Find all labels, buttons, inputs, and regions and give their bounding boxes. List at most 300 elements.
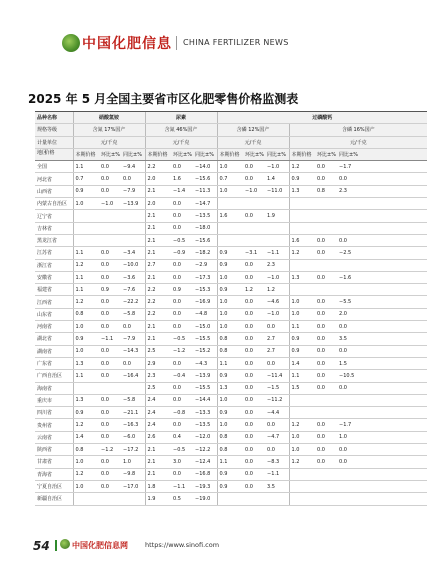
footer-url[interactable]: https://www.sinofi.com — [145, 541, 220, 549]
value-cell: 0.0 — [99, 480, 121, 492]
value-cell: 2.5 — [145, 382, 171, 394]
value-cell: 0.8 — [315, 185, 337, 197]
value-cell: 1.0 — [217, 308, 243, 320]
value-cell — [337, 493, 427, 505]
value-cell: 0.0 — [99, 394, 121, 406]
value-cell: 0.0 — [337, 456, 427, 468]
value-cell: 0.9 — [217, 370, 243, 382]
value-cell: 0.0 — [171, 222, 193, 234]
value-cell: 0.0 — [337, 173, 427, 185]
value-cell: 1.2 — [73, 419, 99, 431]
value-cell: −4.3 — [193, 357, 217, 369]
value-cell: 0.0 — [243, 456, 265, 468]
value-cell: 1.5 — [289, 382, 315, 394]
value-cell: 0.0 — [315, 247, 337, 259]
value-cell: −15.5 — [193, 333, 217, 345]
value-cell: 0.0 — [121, 321, 145, 333]
value-cell: 0.0 — [243, 259, 265, 271]
value-cell: −13.9 — [193, 370, 217, 382]
value-cell: 0.9 — [217, 284, 243, 296]
value-cell: −18.2 — [193, 247, 217, 259]
value-cell — [99, 222, 121, 234]
value-cell: −17.0 — [121, 480, 145, 492]
value-cell: 0.0 — [243, 382, 265, 394]
value-cell: 0.0 — [315, 271, 337, 283]
value-cell — [243, 198, 265, 210]
brand-logo-icon — [62, 34, 80, 52]
value-cell: 1.0 — [217, 419, 243, 431]
value-cell — [315, 259, 337, 271]
table-row — [35, 308, 427, 320]
value-cell — [337, 480, 427, 492]
value-cell — [289, 407, 315, 419]
header-label: 计量单位 — [35, 136, 73, 148]
value-cell: 1.1 — [73, 284, 99, 296]
col-header-current: 本期价格 — [289, 148, 315, 160]
table-row — [35, 173, 427, 185]
value-cell: 0.0 — [243, 173, 265, 185]
value-cell: −9.4 — [121, 161, 145, 173]
value-cell: 2.7 — [265, 345, 289, 357]
value-cell: −1.1 — [99, 333, 121, 345]
value-cell — [315, 493, 337, 505]
value-cell: 0.0 — [99, 247, 121, 259]
value-cell — [315, 284, 337, 296]
table-row — [35, 456, 427, 468]
header-row-product — [35, 112, 427, 124]
region-cell: 广西自治区 — [35, 370, 73, 382]
value-cell: 2.2 — [145, 308, 171, 320]
value-cell: 0.0 — [337, 234, 427, 246]
header-spec: 含磷 16%国产 — [289, 124, 427, 136]
value-cell: −5.8 — [121, 308, 145, 320]
col-header-current: 本期价格 — [145, 148, 171, 160]
value-cell: 0.0 — [243, 210, 265, 222]
region-cell: 辽宁省 — [35, 210, 73, 222]
value-cell — [337, 284, 427, 296]
value-cell: 2.3 — [265, 259, 289, 271]
value-cell: 2.4 — [145, 419, 171, 431]
table-row — [35, 431, 427, 443]
value-cell: −13.5 — [193, 419, 217, 431]
table-row — [35, 247, 427, 259]
brand-name: 中国化肥信息 — [82, 36, 172, 52]
region-cell: 黑龙江省 — [35, 234, 73, 246]
value-cell: −15.0 — [193, 321, 217, 333]
table-row — [35, 259, 427, 271]
value-cell: 1.2 — [73, 296, 99, 308]
value-cell: 1.4 — [265, 173, 289, 185]
value-cell: −22.2 — [121, 296, 145, 308]
col-header-current: 本期价格 — [217, 148, 243, 160]
region-cell: 浙江省 — [35, 259, 73, 271]
value-cell: −19.3 — [193, 480, 217, 492]
value-cell: −16.3 — [121, 419, 145, 431]
value-cell — [217, 234, 243, 246]
value-cell: 0.9 — [217, 480, 243, 492]
value-cell: 2.0 — [145, 198, 171, 210]
value-cell — [243, 234, 265, 246]
footer-site-name: 中国化肥信息网 — [72, 541, 128, 550]
value-cell: −1.0 — [99, 198, 121, 210]
value-cell — [289, 198, 315, 210]
value-cell: 0.0 — [315, 161, 337, 173]
value-cell: −2.9 — [193, 259, 217, 271]
value-cell: 1.3 — [289, 185, 315, 197]
value-cell: 0.9 — [217, 259, 243, 271]
value-cell — [315, 210, 337, 222]
value-cell: 0.0 — [315, 308, 337, 320]
value-cell: −1.0 — [265, 271, 289, 283]
value-cell: 1.0 — [217, 185, 243, 197]
value-cell: 1.2 — [289, 247, 315, 259]
value-cell: 0.0 — [99, 419, 121, 431]
value-cell: −4.4 — [265, 407, 289, 419]
value-cell: 0.0 — [99, 308, 121, 320]
value-cell: 0.0 — [99, 407, 121, 419]
value-cell: 2.1 — [145, 271, 171, 283]
value-cell: 0.0 — [315, 173, 337, 185]
value-cell: 0.0 — [337, 444, 427, 456]
value-cell: 1.1 — [73, 161, 99, 173]
value-cell: 0.0 — [243, 370, 265, 382]
value-cell: −11.4 — [265, 370, 289, 382]
value-cell: 2.4 — [145, 407, 171, 419]
value-cell: −1.7 — [337, 161, 427, 173]
region-cell: 江西省 — [35, 296, 73, 308]
value-cell: −15.2 — [193, 345, 217, 357]
value-cell: 1.4 — [289, 357, 315, 369]
value-cell: −0.9 — [171, 247, 193, 259]
value-cell: 1.0 — [217, 161, 243, 173]
col-header-current: 本期价格 — [73, 148, 99, 160]
value-cell: 1.2 — [73, 259, 99, 271]
value-cell: 3.5 — [265, 480, 289, 492]
value-cell: −18.0 — [193, 222, 217, 234]
value-cell: 0.0 — [243, 333, 265, 345]
value-cell: 0.9 — [99, 284, 121, 296]
value-cell: 0.0 — [171, 468, 193, 480]
value-cell: 0.0 — [99, 370, 121, 382]
value-cell — [265, 234, 289, 246]
value-cell — [337, 222, 427, 234]
value-cell: 2.4 — [145, 394, 171, 406]
value-cell: 0.0 — [315, 234, 337, 246]
value-cell: −1.1 — [265, 468, 289, 480]
value-cell: 1.3 — [73, 357, 99, 369]
value-cell — [217, 493, 243, 505]
value-cell: 0.8 — [217, 333, 243, 345]
value-cell: −21.1 — [121, 407, 145, 419]
value-cell: −14.4 — [193, 394, 217, 406]
region-cell: 江苏省 — [35, 247, 73, 259]
value-cell — [121, 493, 145, 505]
value-cell: 0.0 — [171, 357, 193, 369]
region-cell: 甘肃省 — [35, 456, 73, 468]
value-cell: 0.8 — [73, 308, 99, 320]
header-row-unit — [35, 136, 427, 148]
header-unit: 元/千克 — [145, 136, 217, 148]
value-cell: −19.0 — [193, 493, 217, 505]
value-cell: −1.7 — [337, 419, 427, 431]
table-row — [35, 284, 427, 296]
value-cell: 2.1 — [145, 456, 171, 468]
value-cell — [265, 198, 289, 210]
region-cell: 湖南省 — [35, 345, 73, 357]
header-label: 规格等级 — [35, 124, 73, 136]
value-cell: 0.0 — [243, 394, 265, 406]
header-spec: 含磷 12%国产 — [217, 124, 289, 136]
value-cell — [315, 480, 337, 492]
value-cell: 0.8 — [217, 431, 243, 443]
value-cell — [315, 394, 337, 406]
value-cell: −8.3 — [265, 456, 289, 468]
value-cell: 0.0 — [337, 345, 427, 357]
value-cell: −13.9 — [121, 198, 145, 210]
value-cell: −15.5 — [193, 382, 217, 394]
header-price-label: 价格 — [44, 149, 55, 156]
value-cell: 1.5 — [337, 357, 427, 369]
region-cell: 重庆市 — [35, 394, 73, 406]
table-row — [35, 370, 427, 382]
value-cell: −11.3 — [193, 185, 217, 197]
value-cell: 1.0 — [73, 321, 99, 333]
value-cell: −5.8 — [121, 394, 145, 406]
value-cell — [99, 382, 121, 394]
value-cell — [73, 210, 99, 222]
region-cell: 山西省 — [35, 185, 73, 197]
value-cell: 1.2 — [289, 161, 315, 173]
value-cell: 0.0 — [121, 173, 145, 185]
value-cell: 0.0 — [99, 161, 121, 173]
value-cell: 0.0 — [171, 198, 193, 210]
value-cell: −0.8 — [171, 407, 193, 419]
value-cell: −1.0 — [243, 185, 265, 197]
table-row — [35, 161, 427, 173]
value-cell: 0.4 — [171, 431, 193, 443]
value-cell: 0.9 — [171, 284, 193, 296]
header-unit: 元/千克 — [289, 136, 427, 148]
value-cell: 0.9 — [217, 468, 243, 480]
value-cell: −2.5 — [337, 247, 427, 259]
value-cell: 0.9 — [73, 407, 99, 419]
value-cell: −15.6 — [193, 173, 217, 185]
region-cell: 内蒙古自治区 — [35, 198, 73, 210]
value-cell — [337, 407, 427, 419]
table-row — [35, 321, 427, 333]
value-cell — [73, 234, 99, 246]
value-cell — [217, 222, 243, 234]
value-cell: 0.0 — [265, 419, 289, 431]
value-cell — [289, 222, 315, 234]
value-cell: 2.3 — [145, 370, 171, 382]
value-cell: −7.9 — [121, 185, 145, 197]
table-row — [35, 234, 427, 246]
value-cell: 1.8 — [145, 480, 171, 492]
value-cell: 0.0 — [243, 345, 265, 357]
region-cell: 云南省 — [35, 431, 73, 443]
value-cell: −12.0 — [193, 431, 217, 443]
value-cell — [315, 407, 337, 419]
table-row — [35, 296, 427, 308]
value-cell: 0.0 — [171, 271, 193, 283]
header-diagonal-cell — [35, 148, 73, 160]
region-cell: 宁夏自治区 — [35, 480, 73, 492]
value-cell: 1.0 — [217, 394, 243, 406]
col-header-mom: 环比±% — [171, 148, 193, 160]
value-cell: 0.0 — [315, 357, 337, 369]
value-cell: −16.4 — [121, 370, 145, 382]
header-row-spec — [35, 124, 427, 136]
value-cell: −0.5 — [171, 234, 193, 246]
value-cell: 0.0 — [99, 185, 121, 197]
value-cell — [315, 468, 337, 480]
table-row — [35, 468, 427, 480]
value-cell: 0.9 — [289, 173, 315, 185]
region-cell: 安徽省 — [35, 271, 73, 283]
value-cell — [217, 198, 243, 210]
value-cell: 2.1 — [145, 185, 171, 197]
value-cell: 0.0 — [99, 357, 121, 369]
value-cell: 1.0 — [217, 271, 243, 283]
value-cell: 1.3 — [217, 382, 243, 394]
value-cell: 1.1 — [289, 370, 315, 382]
value-cell: 2.9 — [145, 357, 171, 369]
value-cell: 1.2 — [243, 284, 265, 296]
value-cell: 0.0 — [315, 296, 337, 308]
value-cell: −14.7 — [193, 198, 217, 210]
region-cell: 吉林省 — [35, 222, 73, 234]
value-cell: −9.8 — [121, 468, 145, 480]
value-cell: 1.0 — [217, 321, 243, 333]
value-cell: 0.0 — [265, 321, 289, 333]
value-cell: 0.0 — [315, 419, 337, 431]
value-cell: 2.1 — [145, 333, 171, 345]
value-cell: 0.9 — [217, 247, 243, 259]
value-cell: 2.1 — [145, 444, 171, 456]
value-cell: 2.0 — [337, 308, 427, 320]
table-row — [35, 394, 427, 406]
value-cell: 2.2 — [145, 161, 171, 173]
value-cell: 1.6 — [217, 210, 243, 222]
value-cell: 0.8 — [73, 444, 99, 456]
value-cell: 1.0 — [73, 345, 99, 357]
value-cell: 1.9 — [265, 210, 289, 222]
value-cell: 0.0 — [99, 173, 121, 185]
value-cell: −4.6 — [265, 296, 289, 308]
value-cell: 1.0 — [289, 296, 315, 308]
value-cell: −0.5 — [171, 333, 193, 345]
value-cell: 2.7 — [145, 259, 171, 271]
value-cell: −15.6 — [193, 234, 217, 246]
value-cell: 0.0 — [171, 210, 193, 222]
col-header-yoy: 同比±% — [265, 148, 289, 160]
table-row — [35, 333, 427, 345]
value-cell: 0.0 — [99, 296, 121, 308]
table-row — [35, 382, 427, 394]
value-cell — [289, 284, 315, 296]
value-cell: −1.2 — [99, 444, 121, 456]
value-cell: −4.8 — [193, 308, 217, 320]
value-cell: 0.0 — [171, 296, 193, 308]
value-cell — [289, 259, 315, 271]
footer-logo-icon — [60, 539, 70, 549]
value-cell: 0.7 — [217, 173, 243, 185]
value-cell: −10.5 — [337, 370, 427, 382]
header-divider — [176, 36, 177, 50]
value-cell: 0.0 — [315, 431, 337, 443]
value-cell: 0.0 — [171, 394, 193, 406]
table-row — [35, 345, 427, 357]
footer-bar — [55, 540, 57, 551]
value-cell: −15.3 — [193, 284, 217, 296]
value-cell: −10.0 — [121, 259, 145, 271]
value-cell — [265, 493, 289, 505]
value-cell: 0.0 — [171, 382, 193, 394]
value-cell: 1.0 — [337, 431, 427, 443]
value-cell: 1.0 — [217, 296, 243, 308]
header-spec: 含氮 17%国产 — [73, 124, 145, 136]
value-cell: −1.0 — [265, 161, 289, 173]
value-cell — [337, 394, 427, 406]
table-row — [35, 357, 427, 369]
value-cell: 2.6 — [145, 431, 171, 443]
value-cell: 1.2 — [289, 419, 315, 431]
value-cell: 2.0 — [145, 173, 171, 185]
value-cell — [99, 210, 121, 222]
col-header-yoy: 同比±% — [337, 148, 427, 160]
table-row — [35, 198, 427, 210]
value-cell: 1.2 — [73, 468, 99, 480]
value-cell: 0.0 — [315, 370, 337, 382]
value-cell: −0.5 — [171, 444, 193, 456]
value-cell: 0.0 — [243, 480, 265, 492]
region-cell: 河北省 — [35, 173, 73, 185]
value-cell: −16.8 — [193, 468, 217, 480]
value-cell: −7.6 — [121, 284, 145, 296]
value-cell: 0.8 — [217, 345, 243, 357]
region-cell: 广东省 — [35, 357, 73, 369]
value-cell: 1.9 — [145, 493, 171, 505]
value-cell: −12.2 — [193, 444, 217, 456]
value-cell: −1.2 — [171, 345, 193, 357]
value-cell: −0.4 — [171, 370, 193, 382]
region-cell: 湖北省 — [35, 333, 73, 345]
value-cell: 3.5 — [337, 333, 427, 345]
table-row — [35, 185, 427, 197]
value-cell: −17.2 — [121, 444, 145, 456]
value-cell — [337, 198, 427, 210]
value-cell — [315, 222, 337, 234]
value-cell: 1.1 — [73, 247, 99, 259]
brand-english-name: CHINA FERTILIZER NEWS — [183, 38, 289, 47]
value-cell: 0.0 — [337, 382, 427, 394]
value-cell: 0.0 — [171, 308, 193, 320]
value-cell: 1.4 — [73, 431, 99, 443]
value-cell: 1.1 — [73, 370, 99, 382]
value-cell: 0.0 — [99, 431, 121, 443]
header-row-columns — [35, 148, 427, 160]
value-cell: 1.1 — [73, 271, 99, 283]
value-cell: 2.1 — [145, 210, 171, 222]
region-cell: 河南省 — [35, 321, 73, 333]
table-row — [35, 222, 427, 234]
value-cell — [73, 222, 99, 234]
header-unit: 元/千克 — [217, 136, 289, 148]
value-cell: 0.0 — [171, 259, 193, 271]
region-cell: 贵州省 — [35, 419, 73, 431]
value-cell — [289, 493, 315, 505]
